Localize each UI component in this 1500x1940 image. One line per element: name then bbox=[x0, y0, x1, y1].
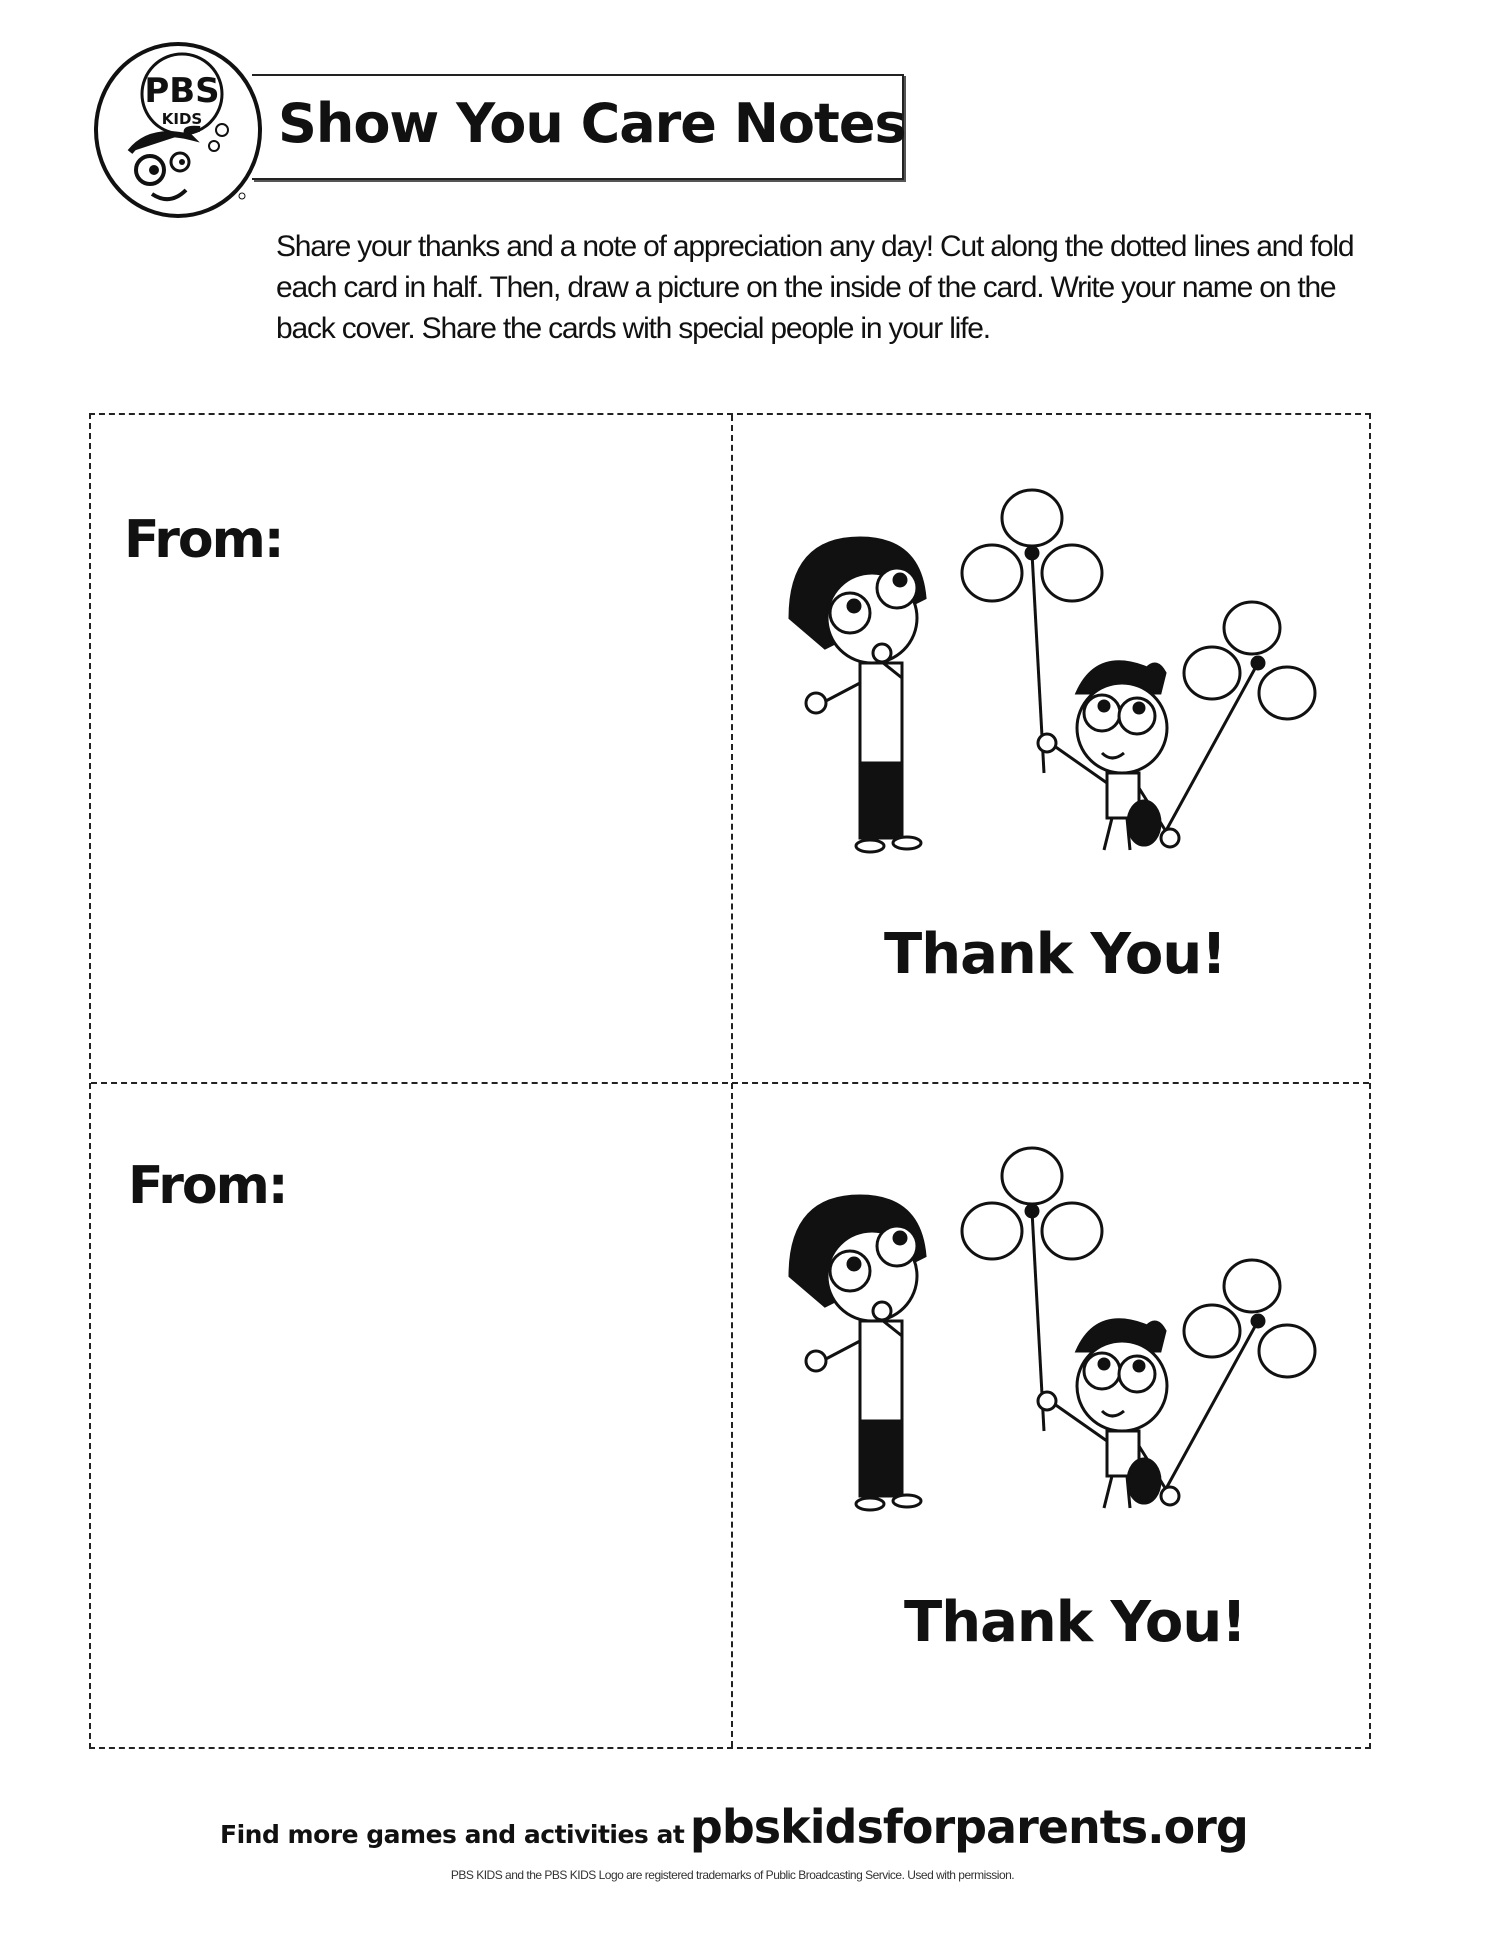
svg-text:PBS: PBS bbox=[144, 71, 220, 111]
svg-text:KIDS: KIDS bbox=[161, 110, 203, 128]
card-1-thank-you: Thank You! bbox=[884, 922, 1226, 987]
card-2-from-label: From: bbox=[128, 1156, 287, 1216]
pbs-kids-logo bbox=[90, 42, 270, 222]
footer-url-link[interactable]: pbskidsforparents.org bbox=[689, 1800, 1248, 1854]
card-1-from-label: From: bbox=[124, 510, 283, 570]
page-title: Show You Care Notes bbox=[278, 92, 906, 155]
legal-notice: PBS KIDS and the PBS KIDS Logo are registered trademarks of Public Broadcasting Service. Used with permission. bbox=[450, 1868, 1015, 1882]
kids-with-pinwheels-illustration bbox=[782, 1146, 1322, 1536]
card-2-thank-you: Thank You! bbox=[904, 1590, 1246, 1655]
footer-promo bbox=[220, 1800, 1248, 1854]
cut-line bbox=[91, 1082, 1369, 1084]
instructions-text: Share your thanks and a note of appreciation any day! Cut along the dotted lines and fold each card in half. Then, draw a picture on the inside of the card. Write your name on the back cover. Share the cards with special people in your life. bbox=[276, 230, 1354, 345]
fold-line bbox=[731, 415, 733, 1747]
kids-with-pinwheels-illustration bbox=[782, 488, 1322, 878]
footer-prefix: Find more games and activities at bbox=[220, 1820, 685, 1849]
